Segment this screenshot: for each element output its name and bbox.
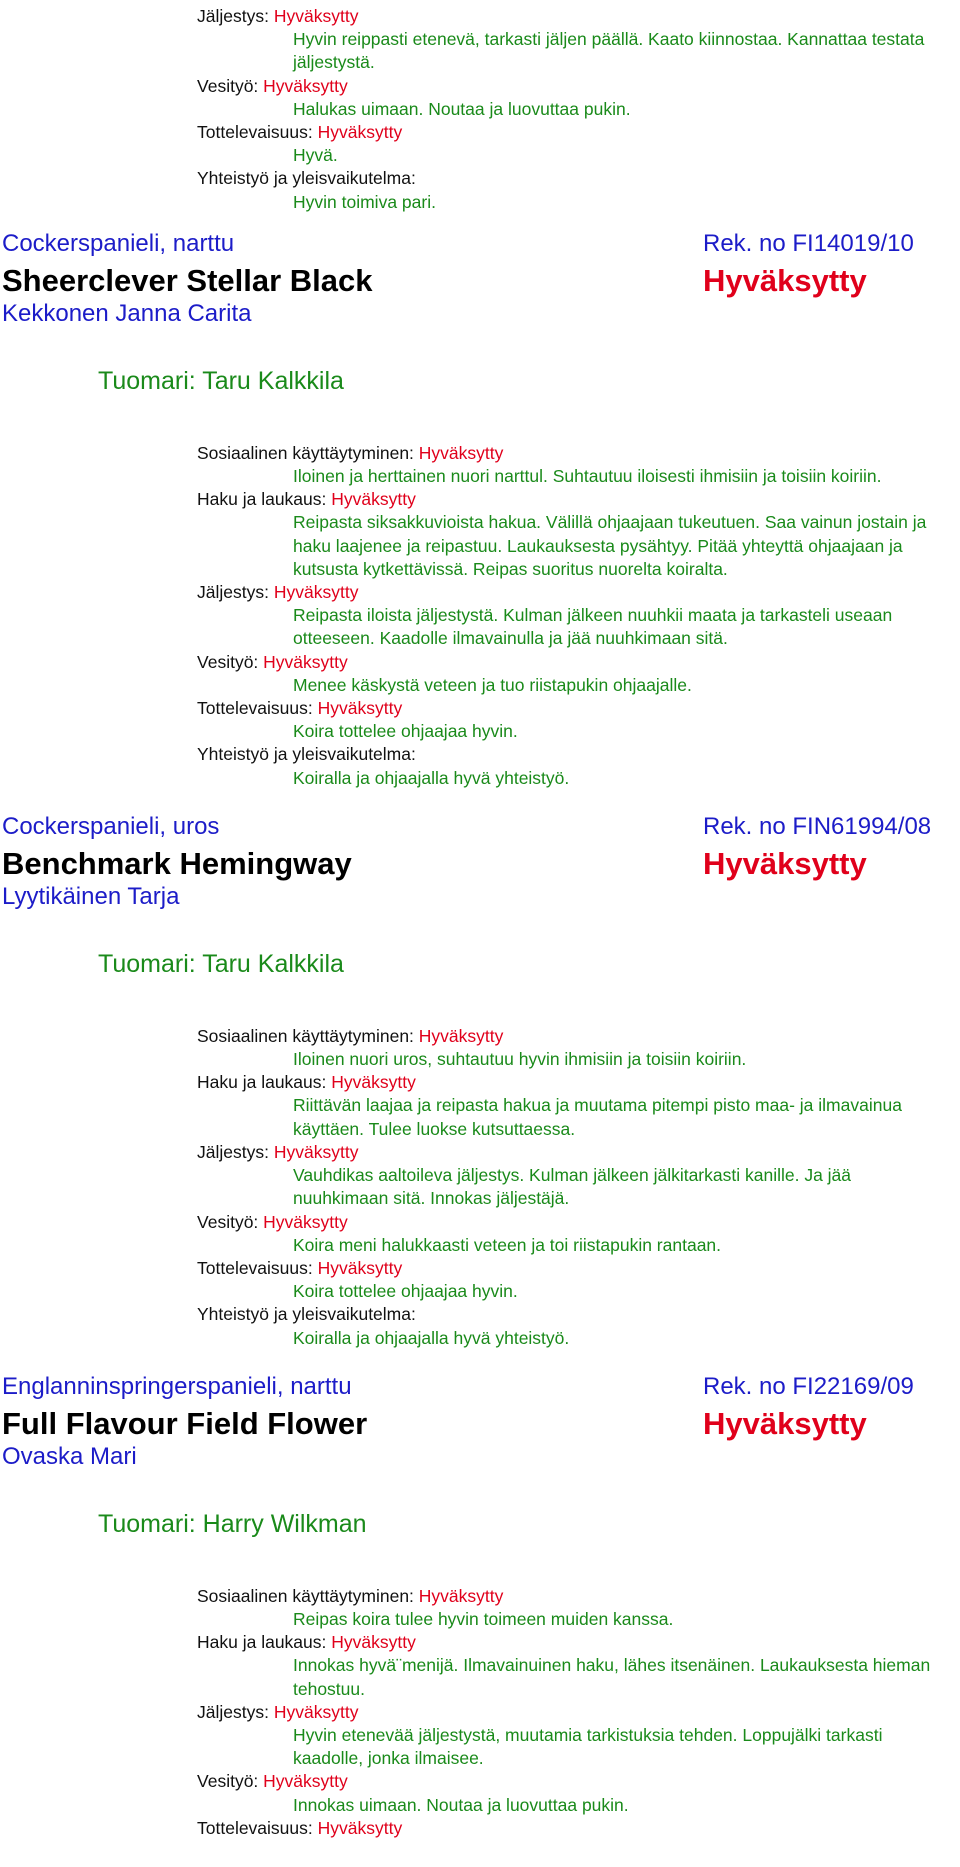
criterion-line [197,697,960,720]
criterion-result: Hyväksytty [418,1585,504,1606]
criterion-label: Haku ja laukaus: [197,489,327,510]
criterion-comment: Vauhdikas aaltoileva jäljestys. Kulman jälkeen jälkitarkasti kanille. Ja jää nuuhkimaan sitä. Innokas jäljestäjä. [293,1165,852,1209]
dog-entry [0,812,960,1350]
criterion-line [197,5,960,28]
criterion-result: Hyväksytty [418,442,504,463]
criterion-line [197,651,960,674]
criterion-line [197,121,960,144]
criterion-result: Hyväksytty [273,582,359,603]
criterion-comment: Menee käskystä veteen ja tuo riistapukin ohjaajalle. [293,674,692,695]
criterion-label: Vesityö: [197,1771,259,1792]
overall-result: Hyväksytty [703,845,867,881]
criterion-label: Tottelevaisuus: [197,1257,313,1278]
criterion-line [197,442,960,465]
criterion-result: Hyväksytty [418,1025,504,1046]
breed-sex: Cockerspanieli, narttu [2,229,235,257]
criterion-line [197,743,960,766]
criterion-label: Sosiaalinen käyttäytyminen: [197,1025,414,1046]
criterion-label: Haku ja laukaus: [197,1072,327,1093]
criterion-line [197,1303,960,1326]
criterion-line [197,1141,960,1164]
criterion-result: Hyväksytty [331,1632,416,1653]
breed-sex: Englanninspringerspanieli, narttu [2,1372,352,1400]
criterion-result: Hyväksytty [331,489,416,510]
criterion-comment: Koira meni halukkaasti veteen ja toi riistapukin rantaan. [293,1234,722,1255]
criterion-comment: Innokas hyvä¨menijä. Ilmavainuinen haku, lähes itsenäinen. Laukauksesta hieman tehostuu. [293,1655,931,1699]
criterion-comment: Hyvin toimiva pari. [293,191,436,212]
criterion-result: Hyväksytty [263,1211,348,1232]
registration-number: Rek. no FI22169/09 [703,1372,914,1400]
criterion-comment: Riittävän laajaa ja reipasta hakua ja muutama pitempi pisto maa- ja ilmavainua käyttäen. Tulee luokse kutsuttaessa. [293,1095,902,1139]
criterion-label: Sosiaalinen käyttäytyminen: [197,1585,414,1606]
criterion-line [197,1817,960,1840]
criterion-label: Jäljestys: [197,1141,269,1162]
criterion-comment: Koira tottelee ohjaajaa hyvin. [293,721,518,742]
dog-name: Benchmark Hemingway [2,845,352,881]
criterion-line [197,1211,960,1234]
overall-result: Hyväksytty [703,1405,867,1441]
dog-name: Full Flavour Field Flower [2,1405,368,1441]
criterion-comment: Reipasta siksakkuvioista hakua. Välillä ohjaajaan tukeutuen. Saa vainun jostain ja haku laajenee ja reipastuu. Laukauksesta pysähtyy. Pitää yhteyttä ohjaajaan ja kutsusta kytkettävissä. Reipas suoritus nuorelta koiralta. [293,512,927,579]
criterion-comment: Iloinen nuori uros, suhtautuu hyvin ihmisiin ja toisiin koiriin. [293,1049,747,1070]
criterion-result: Hyväksytty [331,1072,416,1093]
dog-entry [0,1372,960,1840]
criterion-label: Tottelevaisuus: [197,1817,313,1838]
criterion-comment: Koira tottelee ohjaajaa hyvin. [293,1281,518,1302]
judge-name: Tuomari: Taru Kalkkila [98,949,344,978]
criterion-label: Jäljestys: [197,6,269,26]
registration-number: Rek. no FI14019/10 [703,229,914,257]
criterion-result: Hyväksytty [263,1771,348,1792]
criterion-comment: Innokas uimaan. Noutaa ja luovuttaa pukin. [293,1794,629,1815]
criterion-result: Hyväksytty [273,6,359,26]
owner-name: Ovaska Mari [2,1442,137,1470]
criterion-label: Vesityö: [197,75,259,96]
dog-header [0,812,960,930]
overall-result: Hyväksytty [703,262,867,298]
breed-sex: Cockerspanieli, uros [2,812,220,840]
criterion-label: Tottelevaisuus: [197,698,313,719]
criterion-result: Hyväksytty [273,1141,359,1162]
dog-name: Sheerclever Stellar Black [2,262,373,298]
criterion-label: Yhteistyö ja yleisvaikutelma: [197,1304,416,1325]
criterion-comment: Iloinen ja herttainen nuori narttul. Suhtautuu iloisesti ihmisiin ja toisiin koiriin. [293,466,882,487]
criterion-label: Jäljestys: [197,1701,269,1722]
criterion-line [197,1770,960,1793]
criterion-label: Vesityö: [197,1211,259,1232]
criterion-line [197,581,960,604]
criterion-label: Tottelevaisuus: [197,122,313,143]
criterion-line [197,1257,960,1280]
criterion-label: Yhteistyö ja yleisvaikutelma: [197,744,416,765]
criterion-comment: Hyvin etenevää jäljestystä, muutamia tarkistuksia tehden. Loppujälki tarkasti kaadolle, jonka ilmaisee. [293,1724,883,1769]
criterion-line [197,167,960,190]
criterion-label: Yhteistyö ja yleisvaikutelma: [197,168,416,189]
criterion-label: Jäljestys: [197,582,269,603]
dog-header [0,229,960,347]
criterion-line [197,1025,960,1048]
criterion-result: Hyväksytty [317,122,403,143]
criterion-label: Vesityö: [197,651,259,672]
criterion-result: Hyväksytty [273,1701,359,1722]
criterion-line [197,1701,960,1724]
criterion-line [197,1585,960,1608]
criterion-result: Hyväksytty [317,1817,403,1838]
owner-name: Lyytikäinen Tarja [2,882,180,910]
criterion-comment: Hyvin reippasti etenevä, tarkasti jäljen päällä. Kaato kiinnostaa. Kannattaa testata jäljestystä. [293,29,925,73]
criterion-result: Hyväksytty [263,651,348,672]
dog-entry [0,229,960,790]
owner-name: Kekkonen Janna Carita [2,299,252,327]
criterion-comment: Koiralla ja ohjaajalla hyvä yhteistyö. [293,1327,570,1348]
criterion-comment: Halukas uimaan. Noutaa ja luovuttaa pukin. [293,98,631,119]
criterion-comment: Reipas koira tulee hyvin toimeen muiden kanssa. [293,1608,674,1629]
criterion-comment: Hyvä. [293,145,338,166]
criterion-label: Haku ja laukaus: [197,1632,327,1653]
criterion-result: Hyväksytty [317,698,403,719]
criterion-result: Hyväksytty [263,75,348,96]
judge-name: Tuomari: Harry Wilkman [98,1509,367,1538]
criterion-line [197,488,960,511]
registration-number: Rek. no FIN61994/08 [703,812,932,840]
criterion-label: Sosiaalinen käyttäytyminen: [197,442,414,463]
criterion-comment: Koiralla ja ohjaajalla hyvä yhteistyö. [293,767,570,788]
criterion-line [197,1631,960,1654]
dog-header [0,1372,960,1490]
criterion-line [197,1071,960,1094]
judge-name: Tuomari: Taru Kalkkila [98,366,344,395]
previous-dog-evaluation [0,0,960,214]
criterion-comment: Reipasta iloista jäljestystä. Kulman jälkeen nuuhkii maata ja tarkasteli useaan otteeseen. Kaadolle ilmavainulla ja jää nuuhkimaan sitä. [293,605,893,649]
criterion-line [197,75,960,98]
criterion-result: Hyväksytty [317,1257,403,1278]
